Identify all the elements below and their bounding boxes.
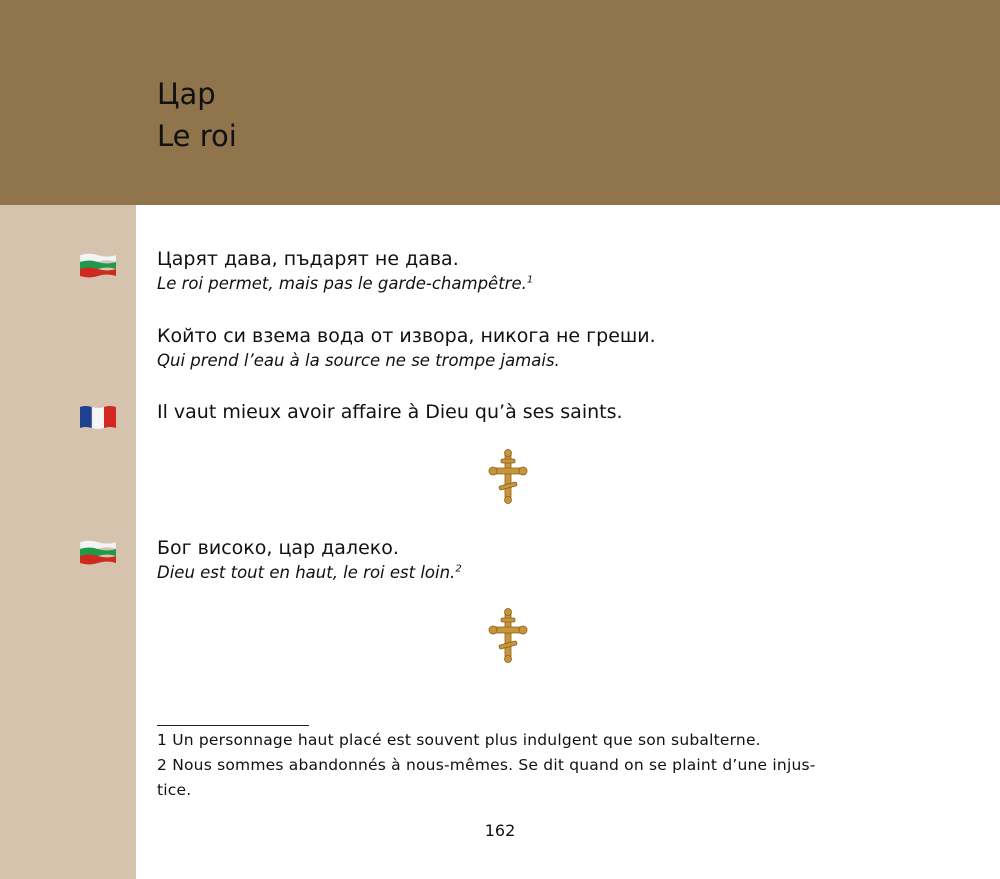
footnote-2-continued: tice. [157, 781, 192, 799]
proverb-2-text: Който си взема вода от извора, никога не греши. [157, 325, 656, 347]
proverb-4-translation: Dieu est tout en haut, le roi est loin.$^2$ [157, 563, 462, 582]
france-flag-icon [79, 404, 117, 431]
chapter-title-bulgarian: Цар [157, 77, 216, 111]
proverb-1-text: Царят дава, пъдарят не дава. [157, 248, 459, 270]
page-number: 162 [484, 821, 516, 840]
chapter-header [0, 0, 1000, 205]
chapter-title-french: Le roi [157, 119, 237, 153]
footnote-ref-1: 1 [526, 274, 534, 286]
footnote-divider [157, 725, 309, 726]
bulgaria-flag-icon [79, 252, 117, 279]
proverb-3-text: Il vaut mieux avoir affaire à Dieu qu’à ses saints. [157, 401, 623, 423]
footnote-2: 2 Nous sommes abandonnés à nous-mêmes. Se dit quand on se plaint d’une injus- [157, 756, 816, 774]
bulgaria-flag-icon [79, 539, 117, 566]
orthodox-cross-icon [488, 608, 528, 664]
proverb-1-translation: Le roi permet, mais pas le garde-champêtre.$^1$ [157, 274, 534, 293]
footnote-1: 1 Un personnage haut placé est souvent plus indulgent que son subalterne. [157, 731, 761, 749]
proverb-2-translation: Qui prend l’eau à la source ne se trompe jamais. [157, 351, 560, 370]
proverb-4-text: Бог високо, цар далеко. [157, 537, 399, 559]
footnote-ref-2: 2 [455, 563, 462, 575]
orthodox-cross-icon [488, 449, 528, 505]
